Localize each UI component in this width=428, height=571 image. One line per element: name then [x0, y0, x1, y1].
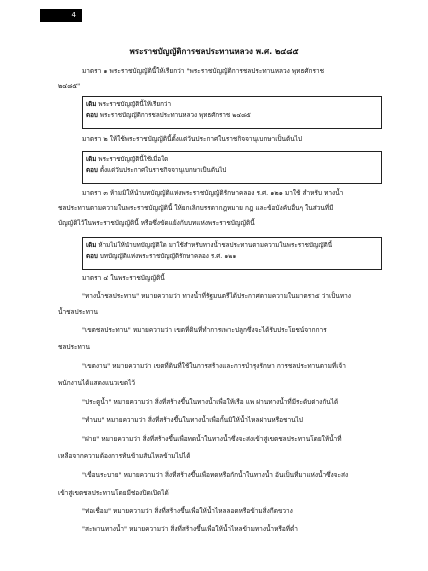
section-4-line-13: เข้าสู่เขตชลประทานโดยมีช่องปิดเปิดได้ — [58, 489, 169, 497]
qa-box-3-answer: ตอบ บทบัญญัติแห่งพระราชบัญญัติรักษาคลอง ร.ศ. ๑๒๑ — [86, 253, 237, 260]
page-number: 4 — [71, 11, 76, 19]
section-4-line-15: "สะพานทางน้ำ" หมายความว่า สิ่งที่สร้างขึ้นเพื่อให้น้ำไหลข้ามทางน้ำหรือที่ต่ำ — [82, 525, 298, 533]
section-2-line-1: มาตรา ๒ ให้ใช้พระราชบัญญัตินี้ตั้งแต่วันประกาศในราชกิจจานุเบกษาเป็นต้นไป — [82, 135, 303, 143]
section-4-line-7: พนักงานได้แสดงแนวเขตไว้ — [58, 379, 136, 387]
section-1-line-1: มาตรา ๑ พระราชบัญญัตินี้ให้เรียกว่า "พระราชบัญญัติการชลประทานหลวง พุทธศักราช — [82, 67, 325, 75]
section-3-line-3: บัญญัติไว้ในพระราชบัญญัตินี้ หรือซึ่งขัดแย้งกับบทแห่งพระราชบัญญัตินี้ — [58, 219, 255, 227]
qa-box-1 — [82, 96, 382, 129]
section-4-line-6: "เขตงาน" หมายความว่า เขตที่ดินที่ใช้ในการสร้างและการบำรุงรักษา การชลประทานตามที่เจ้า — [82, 362, 346, 370]
section-4-line-11: เหลือจากความต้องการท้นข้ามสันไหลข้ามไปได้ — [58, 452, 191, 460]
section-4-line-1: มาตรา ๔ ในพระราชบัญญัตินี้ — [82, 274, 165, 282]
section-4-line-4: "เขตชลประทาน" หมายความว่า เขตที่ดินที่ทำการเพาะปลูกซึ่งจะได้รับประโยชน์จากการ — [82, 326, 327, 334]
section-4-line-3: น้ำชลประทาน — [58, 308, 98, 316]
qa-box-3 — [82, 237, 382, 270]
document-title: พระราชบัญญัติการชลประทานหลวง พ.ศ. ๒๔๘๕ — [129, 47, 299, 56]
section-4-line-9: "ทำนบ" หมายความว่า สิ่งที่สร้างขึ้นในทางน้ำเพื่อกั้นมิให้น้ำไหลผ่านหรือชานไป — [82, 416, 303, 424]
section-4-line-10: "ฝาย" หมายความว่า สิ่งที่สร้างขึ้นเพื่อทดน้ำในทางน้ำซึ่งจะส่งเข้าสู่เขตชลประทานโดยให้น้ำที่ — [82, 435, 342, 443]
section-4-line-14: "ท่อเชื่อม" หมายความว่า สิ่งที่สร้างขึ้นเพื่อให้น้ำไหลลอดหรือข้ามสิ่งกีดขวาง — [82, 507, 293, 515]
section-4-line-8: "ประตูน้ำ" หมายความว่า สิ่งที่สร้างขึ้นในทางน้ำเพื่อให้เรือ แพ ผ่านทางน้ำที่มีระดับต่างกันได้ — [82, 398, 339, 406]
section-4-line-5: ชลประทาน — [58, 343, 90, 351]
qa-box-2-answer: ตอบ ตั้งแต่วันประกาศในราชกิจจานุเบกษาเป็นต้นไป — [86, 167, 227, 174]
section-1-line-2: ๒๔๘๕" — [58, 82, 81, 90]
section-3-line-1: มาตรา ๓ ห้ามมิให้นำบทบัญญัติแห่งพระราชบัญญัติรักษาคลอง ร.ศ. ๑๒๑ มาใช้ สำหรับ ทางน้ำ — [82, 189, 344, 197]
qa-box-1-question: เดิม พระราชบัญญัตินี้ให้เรียกว่า — [86, 101, 171, 108]
section-3-line-2: ชลประทานตามความในพระราชบัญญัตินี้ ให้ยกเลิกบรรดากฎหมาย กฎ และข้อบังคับอื่นๆ ในส่วนที่มี — [58, 204, 334, 212]
qa-box-2 — [82, 151, 382, 184]
page-number-badge — [40, 9, 82, 22]
qa-box-3-question: เดิม ห้ามไม่ให้นำบทบัญญัติใด มาใช้สำหรับทางน้ำชลประทานตามความในพระราชบัญญัตินี้ — [86, 242, 333, 249]
qa-box-1-answer: ตอบ พระราชบัญญัติการชลประทานหลวง พุทธศักราช ๒๔๘๕ — [86, 112, 251, 119]
section-4-line-2: "ทางน้ำชลประทาน" หมายความว่า ทางน้ำที่รัฐมนตรีได้ประกาศตามความในมาตรา๕ ว่าเป็นทาง — [82, 292, 351, 300]
section-4-line-12: "เขื่อนระบาย" หมายความว่า สิ่งที่สร้างขึ้นเพื่อทดหรือกักน้ำในทางน้ำ อันเป็นที่มาแห่งน้ำซึ่งจะส่ง — [82, 471, 349, 479]
qa-box-2-question: เดิม พระราชบัญญัตินี้ใช้เมื่อใด — [86, 156, 169, 163]
